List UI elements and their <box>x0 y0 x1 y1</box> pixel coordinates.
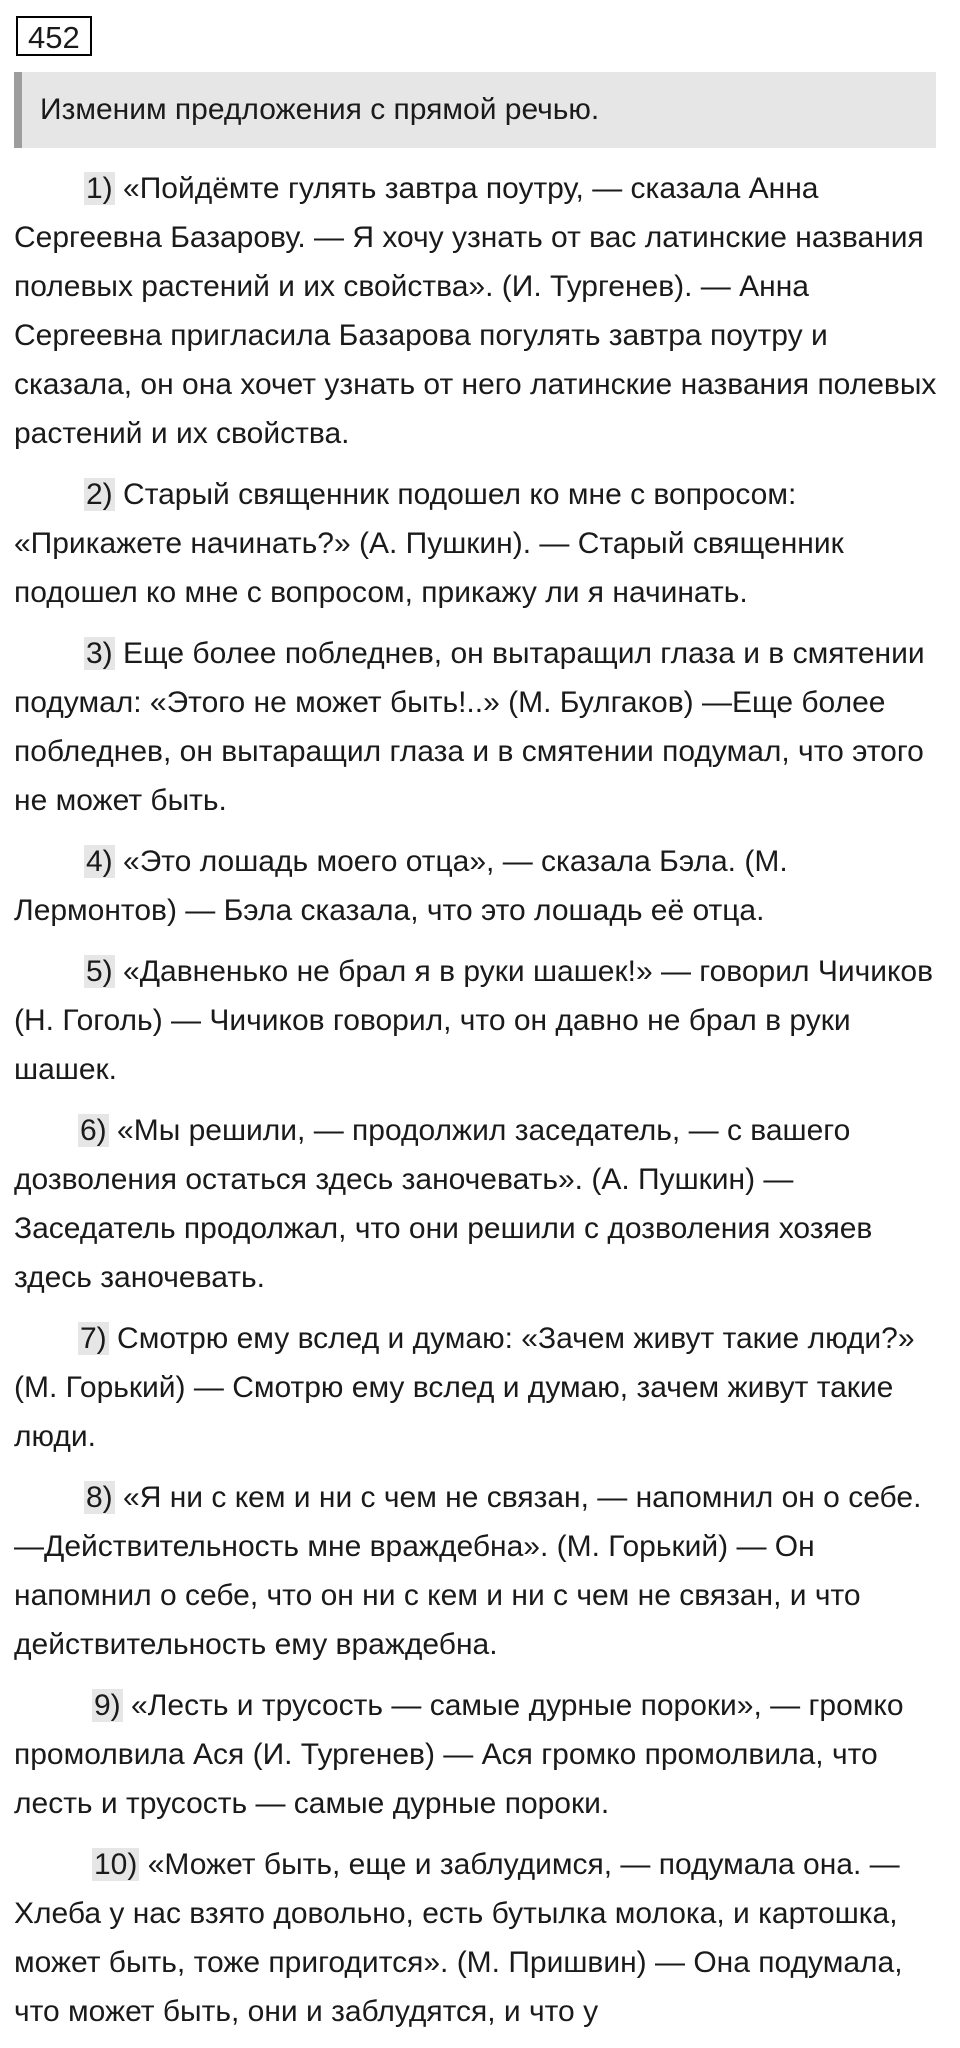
item-text: Смотрю ему вслед и думаю: «Зачем живут такие люди?» (М. Горький) — Смотрю ему вслед и думаю, зачем живут такие люди. <box>14 1322 915 1453</box>
item-text: Старый священник подошел ко мне с вопросом: «Прикажете начинать?» (А. Пушкин). — Старый священник подошел ко мне с вопросом, прикажу ли я начинать. <box>14 478 844 609</box>
item-number: 2) <box>86 478 113 511</box>
answer-list <box>14 164 944 2048</box>
item-text: «Это лошадь моего отца», — сказала Бэла. (М. Лермонтов) — Бэла сказала, что это лошадь её отца. <box>14 845 788 927</box>
item-number: 4) <box>86 845 113 878</box>
item-number: 1) <box>86 172 113 205</box>
item-number: 9) <box>94 1689 121 1722</box>
answer-item-9 <box>14 1681 944 1828</box>
item-number: 7) <box>80 1322 107 1355</box>
item-text: «Лесть и трусость — самые дурные пороки», — громко промолвила Ася (И. Тургенев) — Ася громко промолвила, что лесть и трусость — самые дурные пороки. <box>14 1689 904 1820</box>
answer-item-5 <box>14 947 944 1094</box>
item-text: «Я ни с кем и ни с чем не связан, — напомнил он о себе. —Действительность мне враждебна». (М. Горький) — Он напомнил о себе, что он ни с кем и ни с чем не связан, и что действительность ему враждебна. <box>14 1481 922 1661</box>
exercise-number: 452 <box>16 16 92 56</box>
item-number: 6) <box>80 1114 107 1147</box>
answer-item-8 <box>14 1473 944 1669</box>
item-text: «Давненько не брал я в руки шашек!» — говорил Чичиков (Н. Гоголь) — Чичиков говорил, что он давно не брал в руки шашек. <box>14 955 934 1086</box>
item-number: 10) <box>94 1848 138 1881</box>
answer-item-7 <box>14 1314 944 1461</box>
answer-item-10 <box>14 1840 944 2036</box>
item-text: «Мы решили, — продолжил заседатель, — с вашего дозволения остаться здесь заночевать». (А. Пушкин) — Заседатель продолжал, что они решили с дозволения хозяев здесь заночевать. <box>14 1114 873 1294</box>
item-number: 8) <box>86 1481 113 1514</box>
answer-item-2 <box>14 470 944 617</box>
answer-item-1 <box>14 164 944 458</box>
item-text: «Может быть, еще и заблудимся, — подумала она. — Хлеба у нас взято довольно, есть бутылка молока, и картошка, может быть, тоже пригодится». (М. Пришвин) — Она подумала, что может быть, они и заблудятся, и что у <box>14 1848 903 2028</box>
answer-item-4 <box>14 837 944 935</box>
task-instruction: Изменим предложения с прямой речью. <box>14 72 936 148</box>
item-number: 3) <box>86 637 113 670</box>
item-text: «Пойдёмте гулять завтра поутру, — сказала Анна Сергеевна Базарову. — Я хочу узнать от вас латинские названия полевых растений и их свойства». (И. Тургенев). — Анна Сергеевна пригласила Базарова погулять завтра поутру и сказала, он она хочет узнать от него латинские названия полевых растений и их свойства. <box>14 172 937 450</box>
item-number: 5) <box>86 955 113 988</box>
answer-item-6 <box>14 1106 944 1302</box>
answer-item-3 <box>14 629 944 825</box>
item-text: Еще более побледнев, он вытаращил глаза и в смятении подумал: «Этого не может быть!..» (М. Булгаков) —Еще более побледнев, он вытаращил глаза и в смятении подумал, что этого не может быть. <box>14 637 925 817</box>
